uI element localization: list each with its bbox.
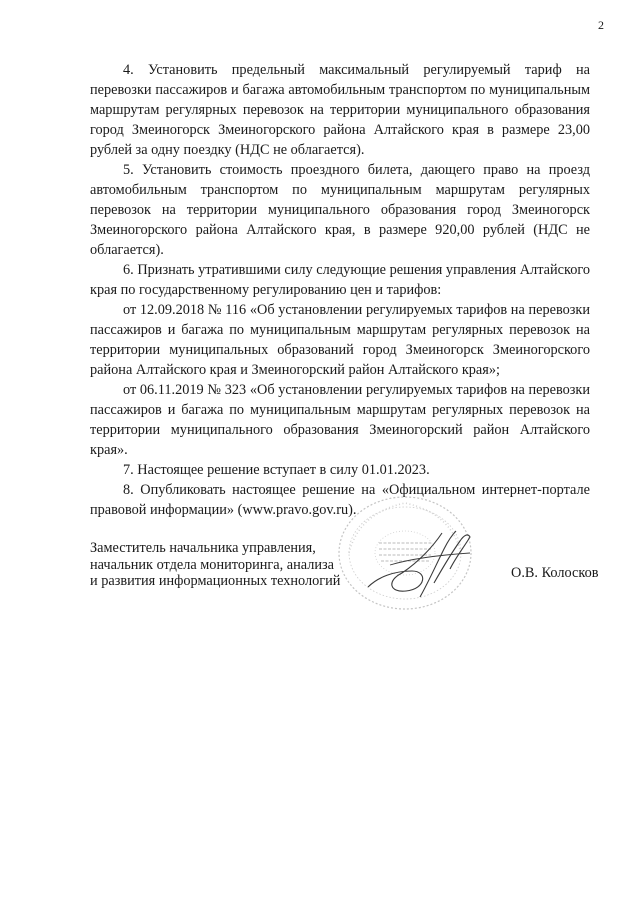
position-line: Заместитель начальника управления, [90, 540, 316, 556]
paragraph-4: 4. Установить предельный максимальный регулируемый тариф на перевозки пассажиров и багажа автомобильным транспортом по муниципальным маршрутам регулярных перевозок на территории муниципального образования город Змеиногорск Змеиногорского района Алтайского края в размере 23,00 рублей за одну поездку (НДС не облагается). [90, 62, 590, 158]
paragraph-5: 5. Установить стоимость проездного билета, дающего право на проезд автомобильным транспортом по муниципальным маршрутам регулярных перевозок на территории муниципального образования город Змеиногорск Змеиногорского района Алтайского края, в размере 920,00 рублей (НДС не облагается). [90, 162, 590, 258]
document-body [90, 60, 590, 520]
signatory-position [90, 540, 340, 590]
position-line: и развития информационных технологий [90, 573, 341, 589]
signatory-name: О.В. Колосков [511, 565, 599, 581]
paragraph-6-item-2: от 06.11.2019 № 323 «Об установлении регулируемых тарифов на перевозки пассажиров и багажа по муниципальным маршрутам регулярных перевозок на территории муниципального образования Змеиногорский район Алтайского края». [90, 382, 590, 458]
paragraph-7: 7. Настоящее решение вступает в силу 01.01.2023. [123, 462, 430, 478]
position-line: начальник отдела мониторинга, анализа [90, 556, 335, 573]
paragraph-6-item-1: от 12.09.2018 № 116 «Об установлении регулируемых тарифов на перевозки пассажиров и багажа по муниципальным маршрутам регулярных перевозок на территории муниципальных образований город Змеиногорск Змеиногорского района Алтайского края и Змеиногорский район Алтайского края»; [90, 302, 590, 378]
page-number: 2 [598, 18, 604, 32]
paragraph-8: 8. Опубликовать настоящее решение на «Официальном интернет-портале правовой информации» (www.pravo.gov.ru). [90, 482, 590, 518]
paragraph-6: 6. Признать утратившими силу следующие решения управления Алтайского края по государственному регулированию цен и тарифов: [90, 262, 590, 298]
handwritten-signature [360, 525, 480, 610]
